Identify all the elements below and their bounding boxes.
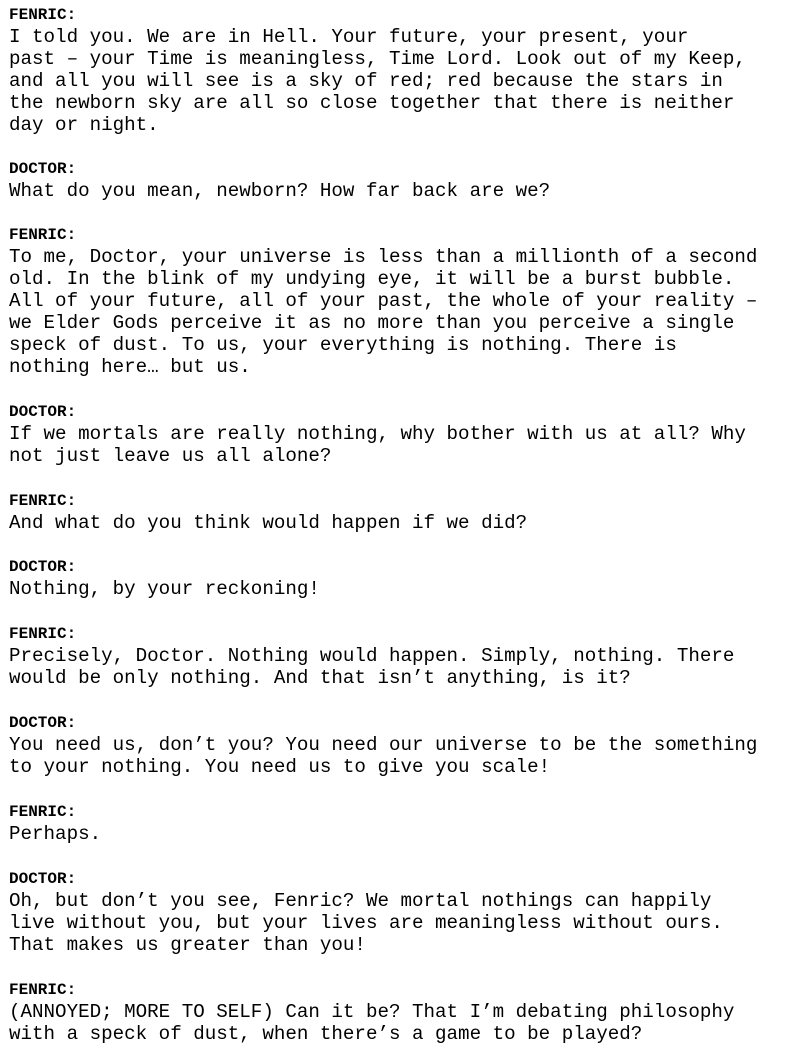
- dialogue-line: live without you, but your lives are meaningless without ours.: [9, 912, 723, 934]
- dialogue-line: Nothing, by your reckoning!: [9, 578, 320, 600]
- dialogue-line: (ANNOYED; MORE TO SELF) Can it be? That I’m debating philosophy: [9, 1001, 735, 1023]
- speech-block: [9, 401, 795, 467]
- speech-block: [9, 868, 795, 956]
- spacer: [9, 534, 795, 556]
- dialogue-line: not just leave us all alone?: [9, 445, 332, 467]
- spacer: [9, 467, 795, 490]
- dialogue-line: Precisely, Doctor. Nothing would happen. Simply, nothing. There: [9, 645, 735, 667]
- script-page: [9, 4, 795, 1045]
- speaker-name: FENRIC:: [9, 625, 77, 643]
- dialogue-line: All of your future, all of your past, the whole of your reality –: [9, 290, 758, 312]
- spacer: [9, 778, 795, 801]
- dialogue-line: past – your Time is meaningless, Time Lord. Look out of my Keep,: [9, 48, 746, 70]
- dialogue-line: we Elder Gods perceive it as no more than you perceive a single: [9, 312, 735, 334]
- dialogue-line: That makes us greater than you!: [9, 934, 366, 956]
- speech-block: [9, 623, 795, 689]
- speech-block: [9, 712, 795, 778]
- speech-block: [9, 224, 795, 378]
- dialogue-line: and all you will see is a sky of red; red because the stars in: [9, 70, 723, 92]
- spacer: [9, 136, 795, 158]
- speaker-name: FENRIC:: [9, 492, 77, 510]
- speaker-name: FENRIC:: [9, 226, 77, 244]
- dialogue-line: What do you mean, newborn? How far back are we?: [9, 180, 551, 202]
- speaker-name: FENRIC:: [9, 6, 77, 24]
- dialogue-line: Oh, but don’t you see, Fenric? We mortal nothings can happily: [9, 890, 712, 912]
- spacer: [9, 689, 795, 712]
- speaker-name: DOCTOR:: [9, 558, 77, 576]
- dialogue-line: nothing here… but us.: [9, 356, 251, 378]
- spacer: [9, 956, 795, 979]
- speaker-name: DOCTOR:: [9, 870, 77, 888]
- spacer: [9, 600, 795, 623]
- speech-block: [9, 556, 795, 600]
- dialogue-line: speck of dust. To us, your everything is nothing. There is: [9, 334, 677, 356]
- spacer: [9, 378, 795, 401]
- dialogue-line: I told you. We are in Hell. Your future, your present, your: [9, 26, 689, 48]
- speech-block: [9, 490, 795, 534]
- dialogue-line: You need us, don’t you? You need our universe to be the something: [9, 734, 758, 756]
- speaker-name: DOCTOR:: [9, 160, 77, 178]
- dialogue-line: And what do you think would happen if we did?: [9, 512, 528, 534]
- dialogue-line: day or night.: [9, 114, 159, 136]
- speech-block: [9, 979, 795, 1045]
- dialogue-line: to your nothing. You need us to give you scale!: [9, 756, 551, 778]
- speech-block: [9, 4, 795, 136]
- dialogue-line: with a speck of dust, when there’s a game to be played?: [9, 1023, 643, 1045]
- dialogue-line: To me, Doctor, your universe is less than a millionth of a second: [9, 246, 758, 268]
- dialogue-line: old. In the blink of my undying eye, it will be a burst bubble.: [9, 268, 735, 290]
- dialogue-line: would be only nothing. And that isn’t anything, is it?: [9, 667, 631, 689]
- dialogue-line: If we mortals are really nothing, why bother with us at all? Why: [9, 423, 746, 445]
- dialogue-line: the newborn sky are all so close together that there is neither: [9, 92, 735, 114]
- speaker-name: FENRIC:: [9, 803, 77, 821]
- speech-block: [9, 801, 795, 845]
- speech-block: [9, 158, 795, 202]
- dialogue-line: Perhaps.: [9, 823, 102, 845]
- speaker-name: FENRIC:: [9, 981, 77, 999]
- spacer: [9, 202, 795, 224]
- speaker-name: DOCTOR:: [9, 714, 77, 732]
- speaker-name: DOCTOR:: [9, 403, 77, 421]
- spacer: [9, 845, 795, 868]
